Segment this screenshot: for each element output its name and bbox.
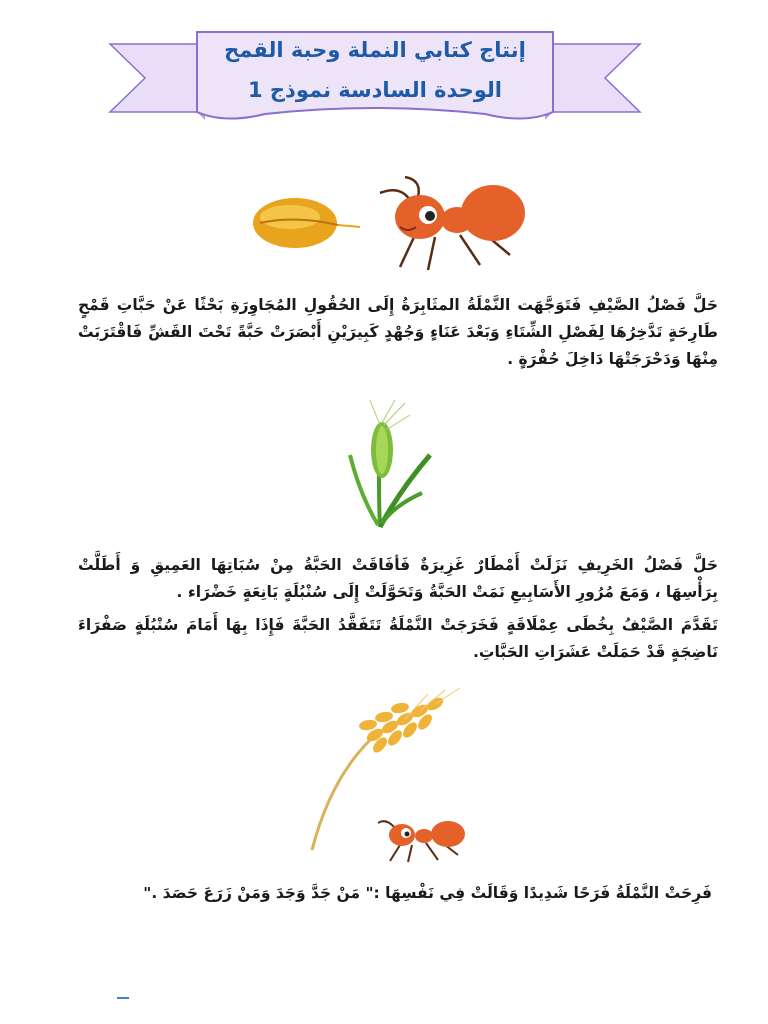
- text-cursor: [117, 997, 129, 999]
- green-wheat-stalk-icon: [340, 395, 440, 530]
- ant-icon: [378, 815, 468, 865]
- paragraph-summer: حَلَّ فَصْلُ الصَّيْفِ فَتَوَجَّهَت النَّمْلَةُ المثَابِرَةُ إِلَى الحُقُولِ المُجَاوِرَةِ بَحْثًا عَنْ حَبَّاتِ قَمْحٍ طَارِحَةٍ تَدَّخِرُهَا لِفَصْلِ الشِّتَاءِ وَبَعْدَ عَنَاءٍ وَجُهْدٍ كَبِيرَيْنِ أَبْصَرَتْ حَبَّةً تَحْتَ القَشِّ فَاقْتَرَبَتْ مِنْهَا وَدَحْرَجَتْهَا دَاخِلَ حُفْرَةٍ .: [78, 296, 718, 368]
- paragraph-ending: فَرِحَتْ النَّمْلَةُ فَرَحًا شَدِيدًا وَقَالَتْ فِي نَفْسِهَا :" مَنْ جَدَّ وَجَدَ وَمَنْ زَرَعَ حَصَدَ .": [143, 884, 712, 902]
- paragraph-summer-again: تَقَدَّمَ الصَّيْفُ بِخُطَى عِمْلَاقَةٍ فَخَرَجَتْ النَّمْلَةُ تَتَفَقَّدُ الحَبَّةَ فَإِذَا بِهَا أَمَامَ سُنْبُلَةٍ صَفْرَاءَ نَاضِجَةٍ قَدْ حَمَلَتْ عَشَرَاتِ الحَبَّاتِ.: [78, 616, 718, 661]
- wheat-grain-and-ant-icon: [250, 175, 530, 275]
- small-ant-image: [378, 815, 468, 865]
- grain-ant-image: [250, 175, 530, 275]
- page-subtitle: الوحدة السادسة نموذج 1: [247, 78, 502, 102]
- page-title: إنتاج كتابي النملة وحبة القمح: [224, 38, 526, 62]
- title-banner: [105, 28, 645, 128]
- paragraph-autumn: حَلَّ فَصْلُ الخَرِيفِ نَزَلَتْ أَمْطَارٌ غَزِيرَةٌ فَأفَاقَتْ الحَبَّةُ مِنْ سُبَاتِهَا العَمِيقِ وَ أَطَلَّتْ بِرَأْسِهَا ، وَمَعَ مُرُورِ الأَسَابِيعِ نَمَتْ الحَبَّةُ وَتَحَوَّلَتْ إِلَى سُنْبُلَةٍ يَانِعَةٍ خَضْرَاء .: [78, 556, 718, 601]
- green-wheat-image: [340, 395, 440, 530]
